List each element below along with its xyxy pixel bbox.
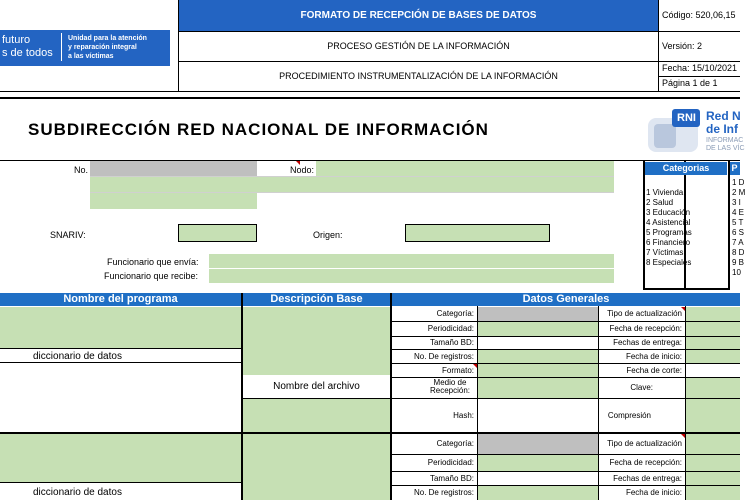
form-gridline-2 [90, 192, 614, 193]
col-header-datos: Datos Generales [392, 293, 740, 306]
formato-input[interactable] [478, 364, 598, 377]
tipo-marker [681, 307, 685, 311]
p-item: 4 E [732, 208, 745, 217]
categoria-item: 4 Asistencial [646, 218, 691, 227]
field-label: Categoría: [436, 439, 474, 448]
categorias-p-header: P [729, 162, 740, 175]
snariv-label: SNARIV: [50, 230, 86, 240]
tipo-actualizacion-input[interactable] [686, 307, 740, 321]
registros-input-2[interactable] [478, 486, 598, 500]
field-label: Medio de Recepción: [429, 378, 471, 395]
field-label: Categoría: [436, 309, 474, 318]
programa-cell-top-2[interactable] [0, 434, 241, 482]
field-label: Tamaño BD: [429, 338, 474, 347]
categoria-item: 7 Víctimas [646, 248, 684, 257]
categoria-item: 2 Salud [646, 198, 674, 207]
header-pagina: Página 1 de 1 [662, 78, 718, 88]
fecha-recepcion-input[interactable] [686, 322, 740, 336]
fechas-entrega-input[interactable] [686, 337, 740, 349]
header-codigo: Código: 520,06,15 [662, 10, 736, 20]
form-gridline-1 [90, 176, 614, 177]
no-field[interactable] [90, 161, 257, 176]
field-label: Hash: [453, 410, 474, 420]
periodicidad-input[interactable] [478, 322, 598, 336]
header-procedure: PROCEDIMIENTO INSTRUMENTALIZACIÓN DE LA INFORMACIÓN [279, 70, 558, 81]
field-label-right: Compresión [607, 410, 651, 420]
descripcion-cell-top-2[interactable] [243, 434, 390, 500]
field-label: Formato: [441, 365, 474, 375]
field-label: Tamaño BD: [429, 473, 474, 483]
compresion-input[interactable] [686, 399, 740, 432]
origen-label: Origen: [313, 230, 343, 240]
field-label: No. De registros: [413, 487, 474, 497]
categoria-input-2[interactable] [478, 434, 598, 454]
rni-logo-line4: DE LAS VÍC [706, 145, 745, 152]
header-fecha: Fecha: 15/10/2021 [662, 63, 738, 73]
field-label: Periodicidad: [427, 324, 474, 333]
field-label-right: Fecha de recepción: [609, 324, 682, 333]
funcionario-recibe-label: Funcionario que recibe: [104, 271, 199, 281]
header-bottom-line [0, 91, 740, 92]
col-header-descripcion: Descripción Base [243, 293, 390, 306]
fecha-recepcion-input-2[interactable] [686, 455, 740, 471]
p-item: 10 [732, 268, 741, 277]
rni-logo-badge: RNI [677, 112, 696, 124]
datos-line [392, 363, 740, 364]
field-label-right: Tipo de actualización [607, 439, 682, 448]
datos-line [392, 398, 740, 399]
logo-unidad-line2: y reparación integral [68, 44, 137, 51]
rni-logo-line3: INFORMAC [706, 137, 744, 144]
p-item: 6 S [732, 228, 745, 237]
funcionario-envia-label: Funcionario que envía: [107, 257, 199, 267]
rni-logo-line1: Red N [706, 109, 741, 123]
datos-line [392, 471, 740, 472]
form-row-2[interactable] [90, 177, 614, 192]
fecha-inicio-input-2[interactable] [686, 486, 740, 500]
nombre-archivo-label: Nombre del archivo [273, 381, 360, 392]
diccionario-label-2: diccionario de datos [33, 487, 122, 498]
logo-futuro-text: futuro [2, 34, 31, 46]
funcionario-recibe-field[interactable] [209, 269, 614, 283]
form-row-3[interactable] [90, 193, 257, 209]
datos-line [392, 349, 740, 350]
nodo-label: Nodo: [290, 165, 315, 175]
field-label-right: Fecha de recepción: [609, 458, 682, 467]
rni-logo-line2: de Inf [706, 122, 738, 136]
nodo-marker [296, 161, 300, 165]
p-item: 3 I [732, 198, 741, 207]
datos-line [392, 321, 740, 322]
programa-cell-top[interactable] [0, 307, 241, 348]
clave-input[interactable] [686, 378, 740, 398]
medio-input[interactable] [478, 378, 598, 398]
datos-line [392, 377, 740, 378]
nodo-field[interactable] [316, 161, 614, 176]
descripcion-cell-bottom[interactable] [243, 399, 390, 432]
p-item: 8 D [732, 248, 745, 257]
origen-field[interactable] [405, 224, 550, 242]
p-item: 9 B [732, 258, 745, 267]
p-item: 1 D [732, 178, 745, 187]
categoria-item: 5 Programas [646, 228, 692, 237]
p-item: 2 M [732, 188, 745, 197]
funcionario-envia-field[interactable] [209, 254, 614, 268]
datos-line [392, 485, 740, 486]
field-label-right: Fecha de corte: [626, 365, 682, 375]
field-label-right: Fechas de entrega: [613, 473, 682, 483]
logo-divider [61, 33, 62, 61]
logo-unidad-line3: a las víctimas [68, 53, 114, 60]
section-separator [0, 97, 740, 99]
snariv-field[interactable] [178, 224, 257, 242]
col-header-programa: Nombre del programa [0, 293, 241, 306]
categorias-header: Categorias [645, 162, 727, 175]
no-label: No. [74, 165, 89, 175]
section-title: SUBDIRECCIÓN RED NACIONAL DE INFORMACIÓN [28, 120, 489, 139]
programa-line-3 [0, 482, 241, 483]
p-item: 7 A [732, 238, 744, 247]
programa-line-2 [0, 362, 241, 363]
header-title: FORMATO DE RECEPCIÓN DE BASES DE DATOS [300, 9, 537, 21]
fecha-inicio-input[interactable] [686, 350, 740, 363]
categoria-input[interactable] [478, 307, 598, 321]
categoria-item: 6 Financiero [646, 238, 691, 247]
categoria-item: 3 Educación [646, 208, 691, 217]
categoria-item: 8 Especiales [646, 258, 692, 267]
tipo-marker-2 [681, 434, 685, 438]
descripcion-cell-top[interactable] [243, 307, 390, 375]
field-label-right: Fechas de entrega: [613, 338, 682, 347]
datos-line [392, 454, 740, 455]
header-version: Versión: 2 [662, 40, 703, 51]
logo-todos-text: s de todos [2, 47, 53, 59]
categoria-item: 1 Vivienda [646, 188, 684, 197]
fechas-entrega-input-2[interactable] [686, 472, 740, 485]
formato-marker [473, 364, 477, 368]
datos-line [392, 336, 740, 337]
field-label-right: Fecha de inicio: [625, 351, 682, 361]
field-label-right: Fecha de inicio: [625, 487, 682, 497]
field-label: No. De registros: [413, 351, 474, 361]
periodicidad-input-2[interactable] [478, 455, 598, 471]
field-label: Periodicidad: [427, 458, 474, 467]
programa-line-1 [0, 348, 241, 349]
tipo-actualizacion-input-2[interactable] [686, 434, 740, 454]
diccionario-label: diccionario de datos [33, 351, 122, 362]
field-label-right: Tipo de actualización [607, 309, 682, 318]
p-item: 5 T [732, 218, 744, 227]
field-label-right: Clave: [630, 383, 653, 392]
registros-input[interactable] [478, 350, 598, 363]
header-process: PROCESO GESTIÓN DE LA INFORMACIÓN [327, 40, 510, 51]
logo-unidad-line1: Unidad para la atención [68, 35, 147, 42]
